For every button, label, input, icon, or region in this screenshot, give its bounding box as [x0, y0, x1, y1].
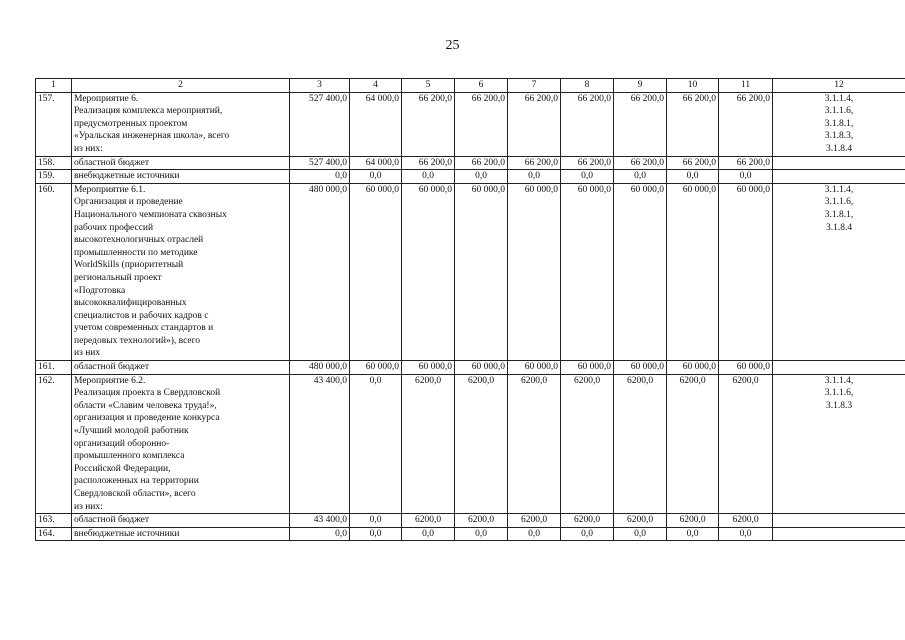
indicator-codes — [773, 170, 905, 184]
value-cell: 60 000,0 — [719, 183, 773, 360]
value-cell: 6200,0 — [402, 374, 455, 514]
row-number: 161. — [36, 361, 72, 375]
column-header: 1 — [36, 79, 72, 93]
column-header: 2 — [72, 79, 290, 93]
table-row — [36, 170, 905, 184]
value-cell: 60 000,0 — [614, 361, 667, 375]
value-cell: 43 400,0 — [290, 374, 350, 514]
description-line: Свердловской области», всего — [74, 489, 196, 499]
value-cell: 60 000,0 — [614, 183, 667, 360]
description-line: Реализация проекта в Свердловской — [74, 388, 221, 399]
description-line: «Лучший молодой работник — [74, 426, 189, 437]
row-description — [72, 374, 290, 514]
row-description — [72, 527, 290, 541]
value-cell: 66 200,0 — [508, 156, 561, 170]
value-cell: 6200,0 — [614, 514, 667, 528]
indicator-codes: 3.1.1.4, 3.1.1.6, 3.1.8.3 — [773, 374, 905, 514]
table-row — [36, 527, 905, 541]
description-line: учетом современных стандартов и — [74, 323, 214, 334]
value-cell: 6200,0 — [667, 514, 719, 528]
description-line: из них — [74, 348, 101, 359]
value-cell: 0,0 — [667, 170, 719, 184]
value-cell: 527 400,0 — [290, 92, 350, 156]
column-header: 9 — [614, 79, 667, 93]
description-line: предусмотренных проектом — [74, 118, 188, 129]
row-number: 158. — [36, 156, 72, 170]
value-cell: 64 000,0 — [350, 156, 402, 170]
description-line: промышленности по методике — [74, 247, 198, 258]
value-cell: 60 000,0 — [561, 183, 614, 360]
value-cell: 0,0 — [455, 527, 508, 541]
description-line: организация и проведение конкурса — [74, 413, 220, 424]
row-number: 163. — [36, 514, 72, 528]
value-cell: 6200,0 — [455, 514, 508, 528]
description-line: области «Славим человека труда!», — [74, 400, 217, 411]
value-cell: 6200,0 — [614, 374, 667, 514]
table-row — [36, 514, 905, 528]
value-cell: 60 000,0 — [350, 183, 402, 360]
row-description — [72, 514, 290, 528]
indicator-codes — [773, 361, 905, 375]
table-row — [36, 156, 905, 170]
value-cell: 60 000,0 — [455, 183, 508, 360]
table-row — [36, 361, 905, 375]
description-line: Мероприятие 6.1. — [74, 184, 146, 195]
indicator-codes — [773, 156, 905, 170]
value-cell: 60 000,0 — [508, 183, 561, 360]
value-cell: 60 000,0 — [455, 361, 508, 375]
table-header-row — [36, 79, 905, 93]
value-cell: 66 200,0 — [455, 156, 508, 170]
column-header: 11 — [719, 79, 773, 93]
description-line: областной бюджет — [74, 362, 150, 373]
value-cell: 0,0 — [561, 170, 614, 184]
description-line: из них: — [74, 501, 103, 512]
value-cell: 0,0 — [667, 527, 719, 541]
value-cell: 6200,0 — [402, 514, 455, 528]
value-cell: 66 200,0 — [561, 92, 614, 156]
description-line: Реализация комплекса мероприятий, — [74, 106, 223, 117]
description-line: высококвалифицированных — [74, 298, 187, 309]
value-cell: 66 200,0 — [455, 92, 508, 156]
column-header: 7 — [508, 79, 561, 93]
value-cell: 66 200,0 — [402, 92, 455, 156]
description-line: «Подготовка — [74, 285, 126, 296]
value-cell: 0,0 — [290, 527, 350, 541]
value-cell: 0,0 — [614, 527, 667, 541]
value-cell: 480 000,0 — [290, 361, 350, 375]
description-line: промышленного комплекса — [74, 451, 185, 462]
value-cell: 0,0 — [455, 170, 508, 184]
description-line: специалистов и рабочих кадров с — [74, 310, 209, 321]
value-cell: 66 200,0 — [667, 92, 719, 156]
table-row — [36, 183, 905, 360]
value-cell: 6200,0 — [561, 514, 614, 528]
page-number: 25 — [445, 38, 460, 53]
value-cell: 66 200,0 — [402, 156, 455, 170]
description-line: «Уральская инженерная школа», всего — [74, 131, 230, 142]
description-line: областной бюджет — [74, 515, 150, 526]
value-cell: 0,0 — [350, 514, 402, 528]
value-cell: 0,0 — [350, 170, 402, 184]
description-line: из них: — [74, 143, 103, 154]
value-cell: 0,0 — [719, 170, 773, 184]
description-line: Мероприятие 6.2. — [74, 375, 146, 386]
column-header: 5 — [402, 79, 455, 93]
indicator-codes — [773, 527, 905, 541]
indicator-codes — [773, 514, 905, 528]
value-cell: 6200,0 — [455, 374, 508, 514]
value-cell: 0,0 — [402, 527, 455, 541]
description-line: внебюджетные источники — [74, 171, 180, 182]
description-line: организаций оборонно- — [74, 438, 170, 449]
row-number: 160. — [36, 183, 72, 360]
table-row — [36, 92, 905, 156]
value-cell: 527 400,0 — [290, 156, 350, 170]
value-cell: 0,0 — [719, 527, 773, 541]
row-number: 159. — [36, 170, 72, 184]
value-cell: 66 200,0 — [614, 92, 667, 156]
value-cell: 480 000,0 — [290, 183, 350, 360]
description-line: Мероприятие 6. — [74, 93, 139, 104]
value-cell: 60 000,0 — [667, 361, 719, 375]
value-cell: 60 000,0 — [508, 361, 561, 375]
value-cell: 0,0 — [614, 170, 667, 184]
column-header: 12 — [773, 79, 905, 93]
description-line: передовых технологий»), всего — [74, 335, 201, 346]
row-description — [72, 92, 290, 156]
indicator-codes: 3.1.1.4, 3.1.1.6, 3.1.8.1, 3.1.8.3, 3.1.8.4 — [773, 92, 905, 156]
budget-table — [35, 78, 905, 541]
value-cell: 0,0 — [290, 170, 350, 184]
value-cell: 0,0 — [561, 527, 614, 541]
value-cell: 0,0 — [508, 527, 561, 541]
value-cell: 60 000,0 — [402, 361, 455, 375]
value-cell: 66 200,0 — [561, 156, 614, 170]
row-description — [72, 361, 290, 375]
description-line: Организация и проведение — [74, 197, 183, 208]
table-body — [36, 92, 905, 541]
value-cell: 60 000,0 — [719, 361, 773, 375]
description-line: региональный проект — [74, 272, 162, 283]
row-description — [72, 183, 290, 360]
value-cell: 6200,0 — [719, 514, 773, 528]
column-header: 4 — [350, 79, 402, 93]
row-number: 162. — [36, 374, 72, 514]
column-header: 8 — [561, 79, 614, 93]
value-cell: 66 200,0 — [719, 92, 773, 156]
column-header: 6 — [455, 79, 508, 93]
value-cell: 0,0 — [350, 374, 402, 514]
value-cell: 6200,0 — [719, 374, 773, 514]
table-row — [36, 374, 905, 514]
value-cell: 66 200,0 — [719, 156, 773, 170]
row-description — [72, 170, 290, 184]
value-cell: 0,0 — [402, 170, 455, 184]
value-cell: 0,0 — [508, 170, 561, 184]
description-line: рабочих профессий — [74, 222, 154, 233]
description-line: высокотехнологичных отраслей — [74, 235, 204, 246]
description-line: Национального чемпионата сквозных — [74, 209, 227, 220]
row-number: 157. — [36, 92, 72, 156]
column-header: 3 — [290, 79, 350, 93]
description-line: WorldSkills (приоритетный — [74, 260, 184, 271]
description-line: Российской Федерации, — [74, 463, 171, 474]
row-number: 164. — [36, 527, 72, 541]
value-cell: 60 000,0 — [667, 183, 719, 360]
value-cell: 0,0 — [350, 527, 402, 541]
value-cell: 60 000,0 — [350, 361, 402, 375]
description-line: внебюджетные источники — [74, 528, 180, 539]
value-cell: 60 000,0 — [561, 361, 614, 375]
value-cell: 6200,0 — [561, 374, 614, 514]
value-cell: 6200,0 — [508, 514, 561, 528]
indicator-codes: 3.1.1.4, 3.1.1.6, 3.1.8.1, 3.1.8.4 — [773, 183, 905, 360]
column-header: 10 — [667, 79, 719, 93]
value-cell: 66 200,0 — [667, 156, 719, 170]
value-cell: 66 200,0 — [614, 156, 667, 170]
value-cell: 60 000,0 — [402, 183, 455, 360]
value-cell: 6200,0 — [667, 374, 719, 514]
value-cell: 64 000,0 — [350, 92, 402, 156]
row-description — [72, 156, 290, 170]
description-line: расположенных на территории — [74, 476, 199, 487]
value-cell: 6200,0 — [508, 374, 561, 514]
value-cell: 66 200,0 — [508, 92, 561, 156]
description-line: областной бюджет — [74, 157, 150, 168]
value-cell: 43 400,0 — [290, 514, 350, 528]
